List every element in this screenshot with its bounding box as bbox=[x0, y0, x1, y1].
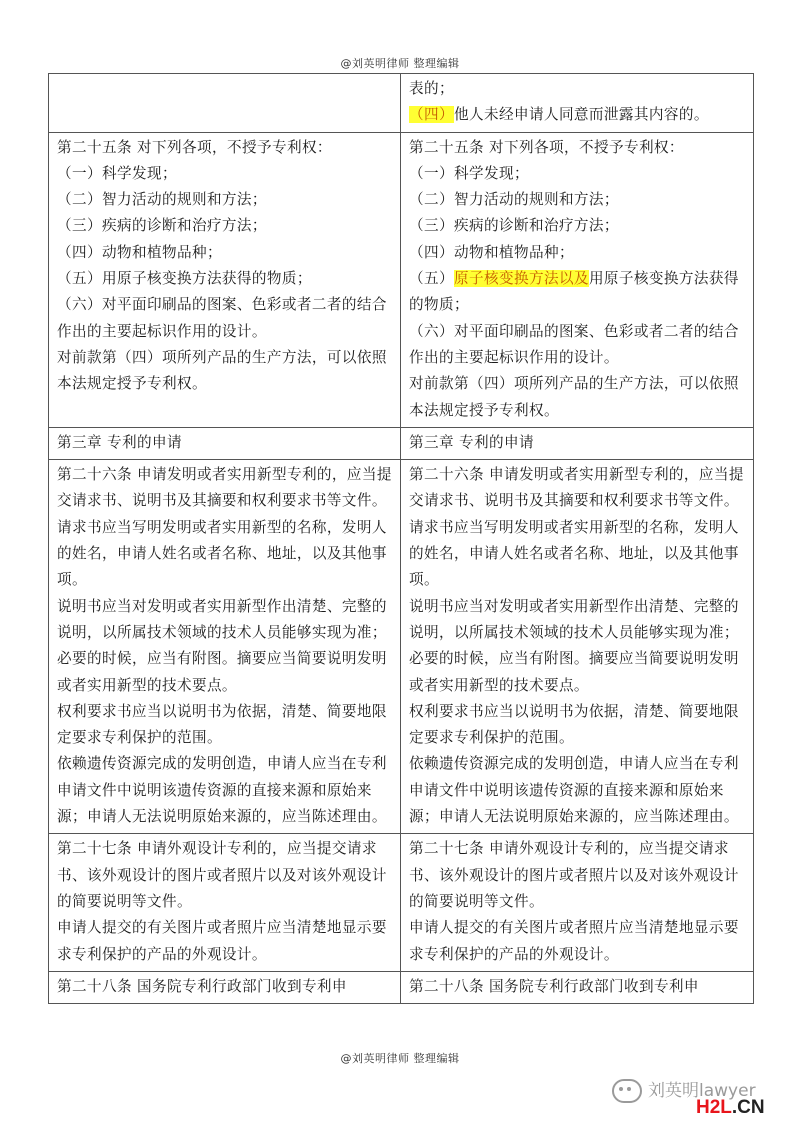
paragraph-text: 第二十六条 申请发明或者实用新型专利的，应当提交请求书、说明书及其摘要和权利要求书等文件。 bbox=[57, 466, 392, 510]
paragraph bbox=[409, 515, 747, 594]
paragraph-text: 权利要求书应当以说明书为依据，清楚、简要地限定要求专利保护的范围。 bbox=[57, 702, 387, 747]
paragraph-text: 第三章 专利的申请 bbox=[57, 433, 182, 451]
paragraph bbox=[409, 915, 747, 968]
table-row bbox=[49, 427, 754, 459]
paragraph-text: （一）科学发现； bbox=[409, 164, 529, 182]
paragraph bbox=[409, 974, 747, 1000]
paragraph-text: 用原子核变换方法获得的物质； bbox=[409, 270, 739, 314]
paragraph-text: （六）对平面印刷品的图案、色彩或者二者的结合作出的主要起标识作用的设计。 bbox=[409, 322, 739, 366]
paragraph bbox=[409, 751, 747, 830]
paragraph bbox=[409, 430, 747, 456]
paragraph-text: 第二十五条 对下列各项，不授予专利权： bbox=[57, 138, 332, 156]
new-text-cell bbox=[401, 460, 754, 834]
paragraph bbox=[57, 213, 394, 239]
paragraph bbox=[409, 594, 747, 699]
old-text-cell bbox=[49, 834, 401, 971]
new-text-cell bbox=[401, 971, 754, 1003]
paragraph-text: 申请人提交的有关图片或者照片应当清楚地显示要求专利保护的产品的外观设计。 bbox=[409, 919, 739, 963]
paragraph-text: 对前款第（四）项所列产品的生产方法，可以依照本法规定授予专利权。 bbox=[409, 375, 739, 419]
paragraph-text: （二）智力活动的规则和方法； bbox=[57, 191, 267, 209]
paragraph bbox=[57, 515, 394, 594]
paragraph bbox=[57, 462, 394, 515]
paragraph-text: （六）对平面印刷品的图案、色彩或者二者的结合作出的主要起标识作用的设计。 bbox=[57, 296, 387, 340]
paragraph bbox=[57, 161, 394, 187]
paragraph bbox=[57, 594, 394, 699]
new-text-cell bbox=[401, 132, 754, 427]
paragraph bbox=[409, 319, 747, 372]
table-row bbox=[49, 460, 754, 834]
paragraph-text: 第二十八条 国务院专利行政部门收到专利申 bbox=[409, 977, 699, 995]
highlighted-change: 原子核变换方法以及 bbox=[453, 270, 589, 288]
paragraph-prefix: （五） bbox=[409, 270, 454, 288]
paragraph bbox=[409, 462, 747, 515]
new-text-cell bbox=[401, 834, 754, 971]
paragraph-text: （一）科学发现； bbox=[57, 164, 177, 182]
paragraph bbox=[409, 213, 747, 239]
watermark-text: 刘英明lawyer bbox=[648, 1081, 756, 1101]
paragraph-text: 第二十五条 对下列各项，不授予专利权： bbox=[409, 138, 684, 156]
paragraph bbox=[57, 751, 394, 830]
table-row bbox=[49, 834, 754, 971]
paragraph-text: 第二十六条 申请发明或者实用新型专利的，应当提交请求书、说明书及其摘要和权利要求书等文件。 bbox=[409, 466, 744, 510]
table-row bbox=[49, 74, 754, 133]
paragraph-text: （三）疾病的诊断和治疗方法； bbox=[57, 217, 267, 235]
paragraph bbox=[409, 161, 747, 187]
paragraph-text: 表的； bbox=[409, 80, 454, 97]
paragraph bbox=[409, 266, 747, 319]
site-logo: H2L.CN bbox=[696, 1097, 765, 1118]
paragraph-text: 说明书应当对发明或者实用新型作出清楚、完整的说明，以所属技术领域的技术人员能够实现为准；必要的时候，应当有附图。摘要应当简要说明发明或者实用新型的技术要点。 bbox=[409, 597, 739, 694]
paragraph bbox=[57, 699, 394, 752]
paragraph bbox=[57, 240, 394, 266]
old-text-cell bbox=[49, 427, 401, 459]
table-row bbox=[49, 132, 754, 427]
paragraph-text: 申请人提交的有关图片或者照片应当清楚地显示要求专利保护的产品的外观设计。 bbox=[57, 919, 387, 963]
highlighted-change: （四） bbox=[409, 106, 454, 124]
paragraph-text: （四）动物和植物品种； bbox=[409, 243, 574, 261]
new-text-cell bbox=[401, 427, 754, 459]
old-text-cell bbox=[49, 460, 401, 834]
paragraph-text: 他人未经申请人同意而泄露其内容的。 bbox=[453, 106, 709, 124]
table-row bbox=[49, 971, 754, 1003]
page-header: @刘英明律师 整理编辑 bbox=[340, 57, 460, 70]
paragraph-text: 第三章 专利的申请 bbox=[409, 433, 534, 451]
paragraph-text: 请求书应当写明发明或者实用新型的名称，发明人的姓名，申请人姓名或者名称、地址，以及其他事项。 bbox=[409, 518, 739, 589]
old-text-cell bbox=[49, 74, 401, 133]
new-text-cell bbox=[401, 74, 754, 133]
paragraph bbox=[57, 836, 394, 915]
old-text-cell bbox=[49, 132, 401, 427]
paragraph bbox=[409, 187, 747, 213]
paragraph bbox=[57, 187, 394, 213]
paragraph-text: （二）智力活动的规则和方法； bbox=[409, 191, 619, 209]
paragraph-text: （三）疾病的诊断和治疗方法； bbox=[409, 217, 619, 235]
old-text-cell bbox=[49, 971, 401, 1003]
paragraph-text: 权利要求书应当以说明书为依据，清楚、简要地限定要求专利保护的范围。 bbox=[409, 702, 739, 747]
paragraph bbox=[57, 915, 394, 968]
paragraph-text: 依赖遗传资源完成的发明创造，申请人应当在专利申请文件中说明该遗传资源的直接来源和原始来源；申请人无法说明原始来源的，应当陈述理由。 bbox=[57, 755, 387, 826]
paragraph-text: 第二十七条 申请外观设计专利的，应当提交请求书、该外观设计的图片或者照片以及对该外观设计的简要说明等文件。 bbox=[57, 840, 387, 910]
paragraph bbox=[409, 240, 747, 266]
paragraph-text: 第二十八条 国务院专利行政部门收到专利申 bbox=[57, 977, 347, 995]
paragraph-text: 对前款第（四）项所列产品的生产方法，可以依照本法规定授予专利权。 bbox=[57, 348, 387, 393]
paragraph-text: （四）动物和植物品种； bbox=[57, 243, 222, 261]
paragraph bbox=[57, 266, 394, 292]
page-footer: @刘英明律师 整理编辑 bbox=[340, 1052, 460, 1065]
paragraph-text: 请求书应当写明发明或者实用新型的名称，发明人的姓名，申请人姓名或者名称、地址，以及其他事项。 bbox=[57, 518, 387, 589]
paragraph-text: 依赖遗传资源完成的发明创造，申请人应当在专利申请文件中说明该遗传资源的直接来源和原始来源；申请人无法说明原始来源的，应当陈述理由。 bbox=[409, 755, 739, 826]
paragraph bbox=[409, 76, 747, 102]
paragraph bbox=[409, 135, 747, 161]
wechat-icon bbox=[612, 1079, 642, 1103]
paragraph bbox=[409, 102, 747, 128]
paragraph bbox=[57, 345, 394, 398]
paragraph-text: 说明书应当对发明或者实用新型作出清楚、完整的说明，以所属技术领域的技术人员能够实现为准；必要的时候，应当有附图。摘要应当简要说明发明或者实用新型的技术要点。 bbox=[57, 597, 387, 694]
paragraph bbox=[409, 836, 747, 915]
paragraph bbox=[57, 292, 394, 345]
paragraph bbox=[57, 974, 394, 1000]
paragraph bbox=[57, 430, 394, 456]
paragraph bbox=[57, 135, 394, 161]
paragraph bbox=[409, 699, 747, 752]
paragraph-text: 第二十七条 申请外观设计专利的，应当提交请求书、该外观设计的图片或者照片以及对该外观设计的简要说明等文件。 bbox=[409, 840, 739, 910]
comparison-table bbox=[48, 73, 754, 1004]
paragraph bbox=[409, 371, 747, 424]
paragraph-text: （五）用原子核变换方法获得的物质； bbox=[57, 270, 312, 288]
